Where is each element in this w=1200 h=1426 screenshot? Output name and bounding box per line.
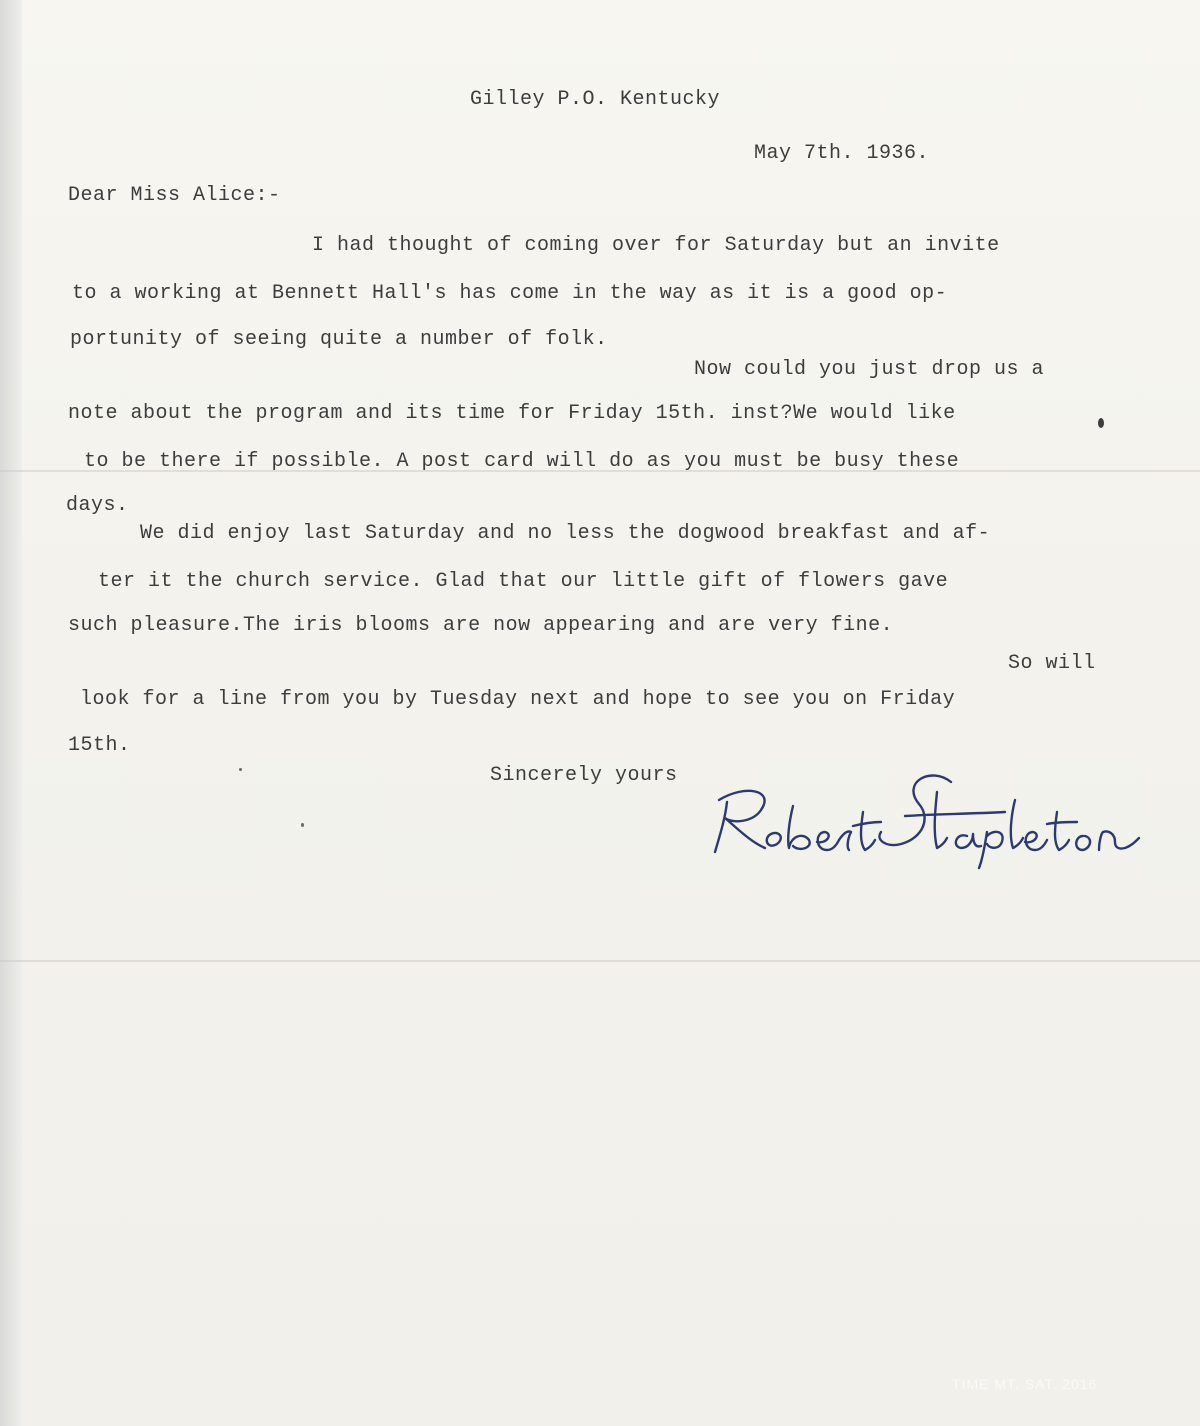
letter-line: 15th. (68, 734, 131, 757)
letter-line: look for a line from you by Tuesday next and hope to see you on Friday (80, 688, 956, 711)
letter-date: May 7th. 1936. (754, 142, 930, 165)
handwritten-signature (705, 760, 1145, 870)
letter-line: such pleasure.The iris blooms are now appearing and are very fine. (68, 614, 894, 637)
letter-line: ter it the church service. Glad that our little gift of flowers gave (98, 570, 949, 593)
letter-heading: Gilley P.O. Kentucky (470, 88, 721, 111)
scan-edge-strip (0, 0, 22, 1426)
watermark-text: TIME MT. SAT. 2016 (952, 1376, 1098, 1392)
letter-line: to be there if possible. A post card will do as you must be busy these (84, 450, 960, 473)
letter-line: We did enjoy last Saturday and no less the dogwood breakfast and af- (140, 522, 991, 545)
letter-line: Now could you just drop us a (694, 358, 1045, 381)
letter-line: note about the program and its time for Friday 15th. inst?We would like (68, 402, 956, 425)
letter-line: I had thought of coming over for Saturday but an invite (312, 234, 1000, 257)
letter-line: to a working at Bennett Hall's has come in the way as it is a good op- (72, 282, 948, 305)
paper-crease (0, 960, 1200, 962)
paper-speck (301, 823, 304, 827)
salutation: Dear Miss Alice:- (68, 184, 281, 207)
letter-line: portunity of seeing quite a number of folk. (70, 328, 608, 351)
letter-line: days. (66, 494, 129, 517)
ink-blot (1098, 418, 1104, 428)
letter-line: So will (1008, 652, 1096, 675)
paper-speck (239, 768, 242, 771)
closing: Sincerely yours (490, 764, 678, 787)
